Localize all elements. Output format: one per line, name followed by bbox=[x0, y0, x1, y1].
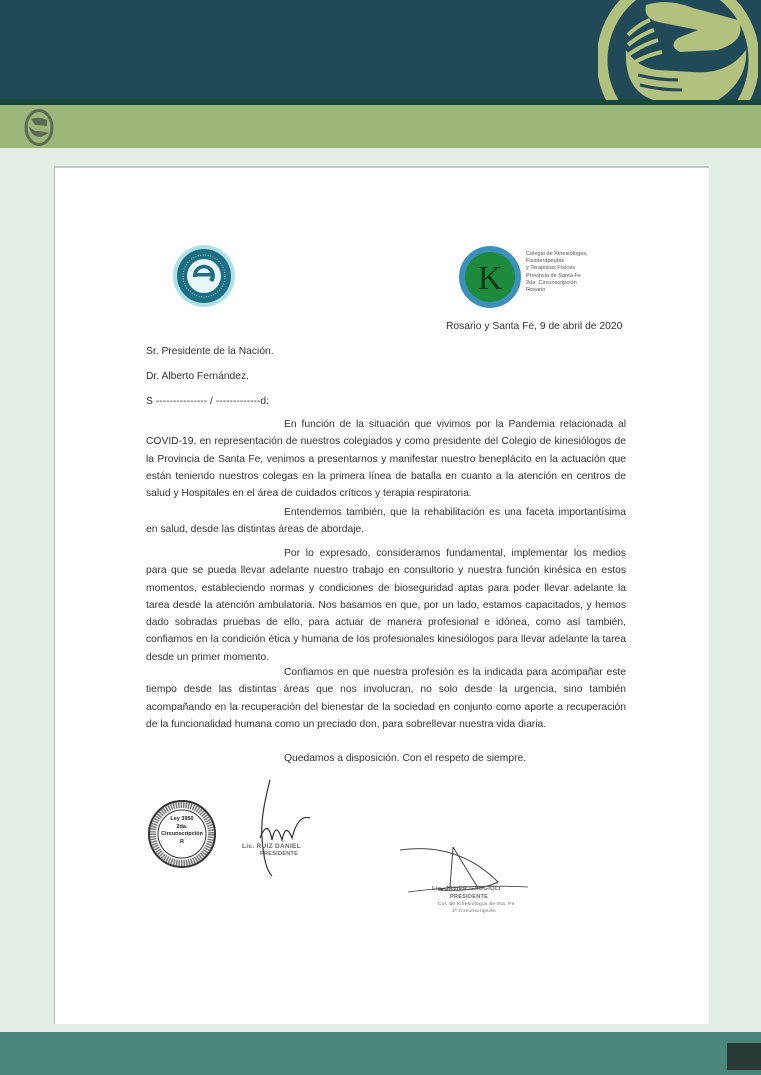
stamp-text: R bbox=[180, 838, 184, 845]
institution-line: Fisioterapeutas bbox=[526, 258, 565, 265]
e-circle-logo-icon bbox=[171, 243, 237, 309]
signature-right-name: Lic. JAVIER GAGGIOLI bbox=[432, 886, 501, 892]
stamp-text: 2da. bbox=[176, 823, 188, 830]
official-stamp-icon bbox=[147, 799, 217, 869]
subheader-band bbox=[0, 105, 761, 148]
stamp-text: Circunscripción bbox=[161, 831, 203, 837]
closing-line: Quedamos a disposición. Con el respeto de siempre. bbox=[284, 753, 527, 764]
signature-left-name: Lic. RUIZ DANIEL bbox=[242, 843, 301, 850]
paragraph-3: Por lo expresado, consideramos fundamental, implementar los medios para que se pueda llevar adelante nuestro trabajo en consultorio y nuestra función kinésica en estos momentos, estableciendo normas y condiciones de bioseguridad aptas para poder llevar adelante la tarea desde la atención ambulatoria. Nos basamos en que, por un lado, estamos capacitados, y hemos dado sobradas pruebas de ello, para actuar de manera profesional e idónea, como así también, confiamos en la condición ética y humana de los profesionales kinesiólogos para llevar adelante la tarea desde un primer momento. bbox=[146, 548, 626, 663]
stamp-text: Ley 3950 bbox=[170, 816, 194, 822]
recipient-name: Dr. Alberto Fernández. bbox=[146, 371, 250, 382]
hands-embrace-logo-small-icon bbox=[19, 109, 59, 146]
institution-line: y Terapistas Físicos bbox=[526, 265, 576, 272]
svg-text:K: K bbox=[477, 260, 503, 297]
signature-right-org: Col. de Kinesiólogos de Sta. Fe bbox=[438, 902, 515, 907]
institution-line: Provincia de Santa Fe bbox=[526, 272, 582, 279]
institution-line: Rosario bbox=[526, 287, 546, 294]
institution-line: 2da. Circunscripción bbox=[526, 279, 577, 286]
paragraph-2: Entendemos también, que la rehabilitación es una faceta importantísima en salud, desde las distintas áreas de abordaje. bbox=[146, 507, 626, 536]
signature-right-title: PRESIDENTE bbox=[450, 894, 489, 900]
paragraph-4: Confiamos en que nuestra profesión es la indicada para acompañar este tiempo desde las distintas áreas que nos involucran, no solo desde la urgencia, sino también acompañando en la recuperación del bienestar de la sociedad en conjunto como aporte a recuperación de la funcionalidad humana como un preciado don, para sobrellevar nuestra vida diaria. bbox=[146, 667, 626, 730]
paragraph-1: En función de la situación que vivimos por la Pandemia relacionada al COVID-19, en representación de nuestros colegiados y como presidente del Colegio de kinesiólogos de la Provincia de Santa Fe, venimos a presentarnos y manifestar nuestro beneplácito en la actuación que están teniendo nuestros colegas en la primera línea de batalla en cuanto a la atención en centros de salud y Hospitales en el área de cuidados críticos y terapia respiratoria. bbox=[146, 419, 626, 500]
institution-name bbox=[526, 251, 616, 294]
institution-line: Colegio de Kinesiólogos, bbox=[526, 251, 588, 257]
footer-band bbox=[0, 1032, 761, 1075]
date-line: Rosario y Santa Fe, 9 de abril de 2020 bbox=[446, 321, 623, 332]
salutation: S --------------- / -------------d: bbox=[146, 396, 269, 407]
recipient-line: Sr. Presidente de la Nación. bbox=[146, 346, 274, 357]
signature-left-icon bbox=[250, 778, 330, 878]
signature-right-circ: 1ª Circunscripción bbox=[452, 909, 496, 914]
k-circle-logo-icon bbox=[458, 245, 522, 309]
hands-embrace-logo-icon bbox=[598, 0, 758, 100]
signature-left-title: PRESIDENTE bbox=[260, 851, 299, 857]
page-indicator-box bbox=[727, 1043, 761, 1070]
